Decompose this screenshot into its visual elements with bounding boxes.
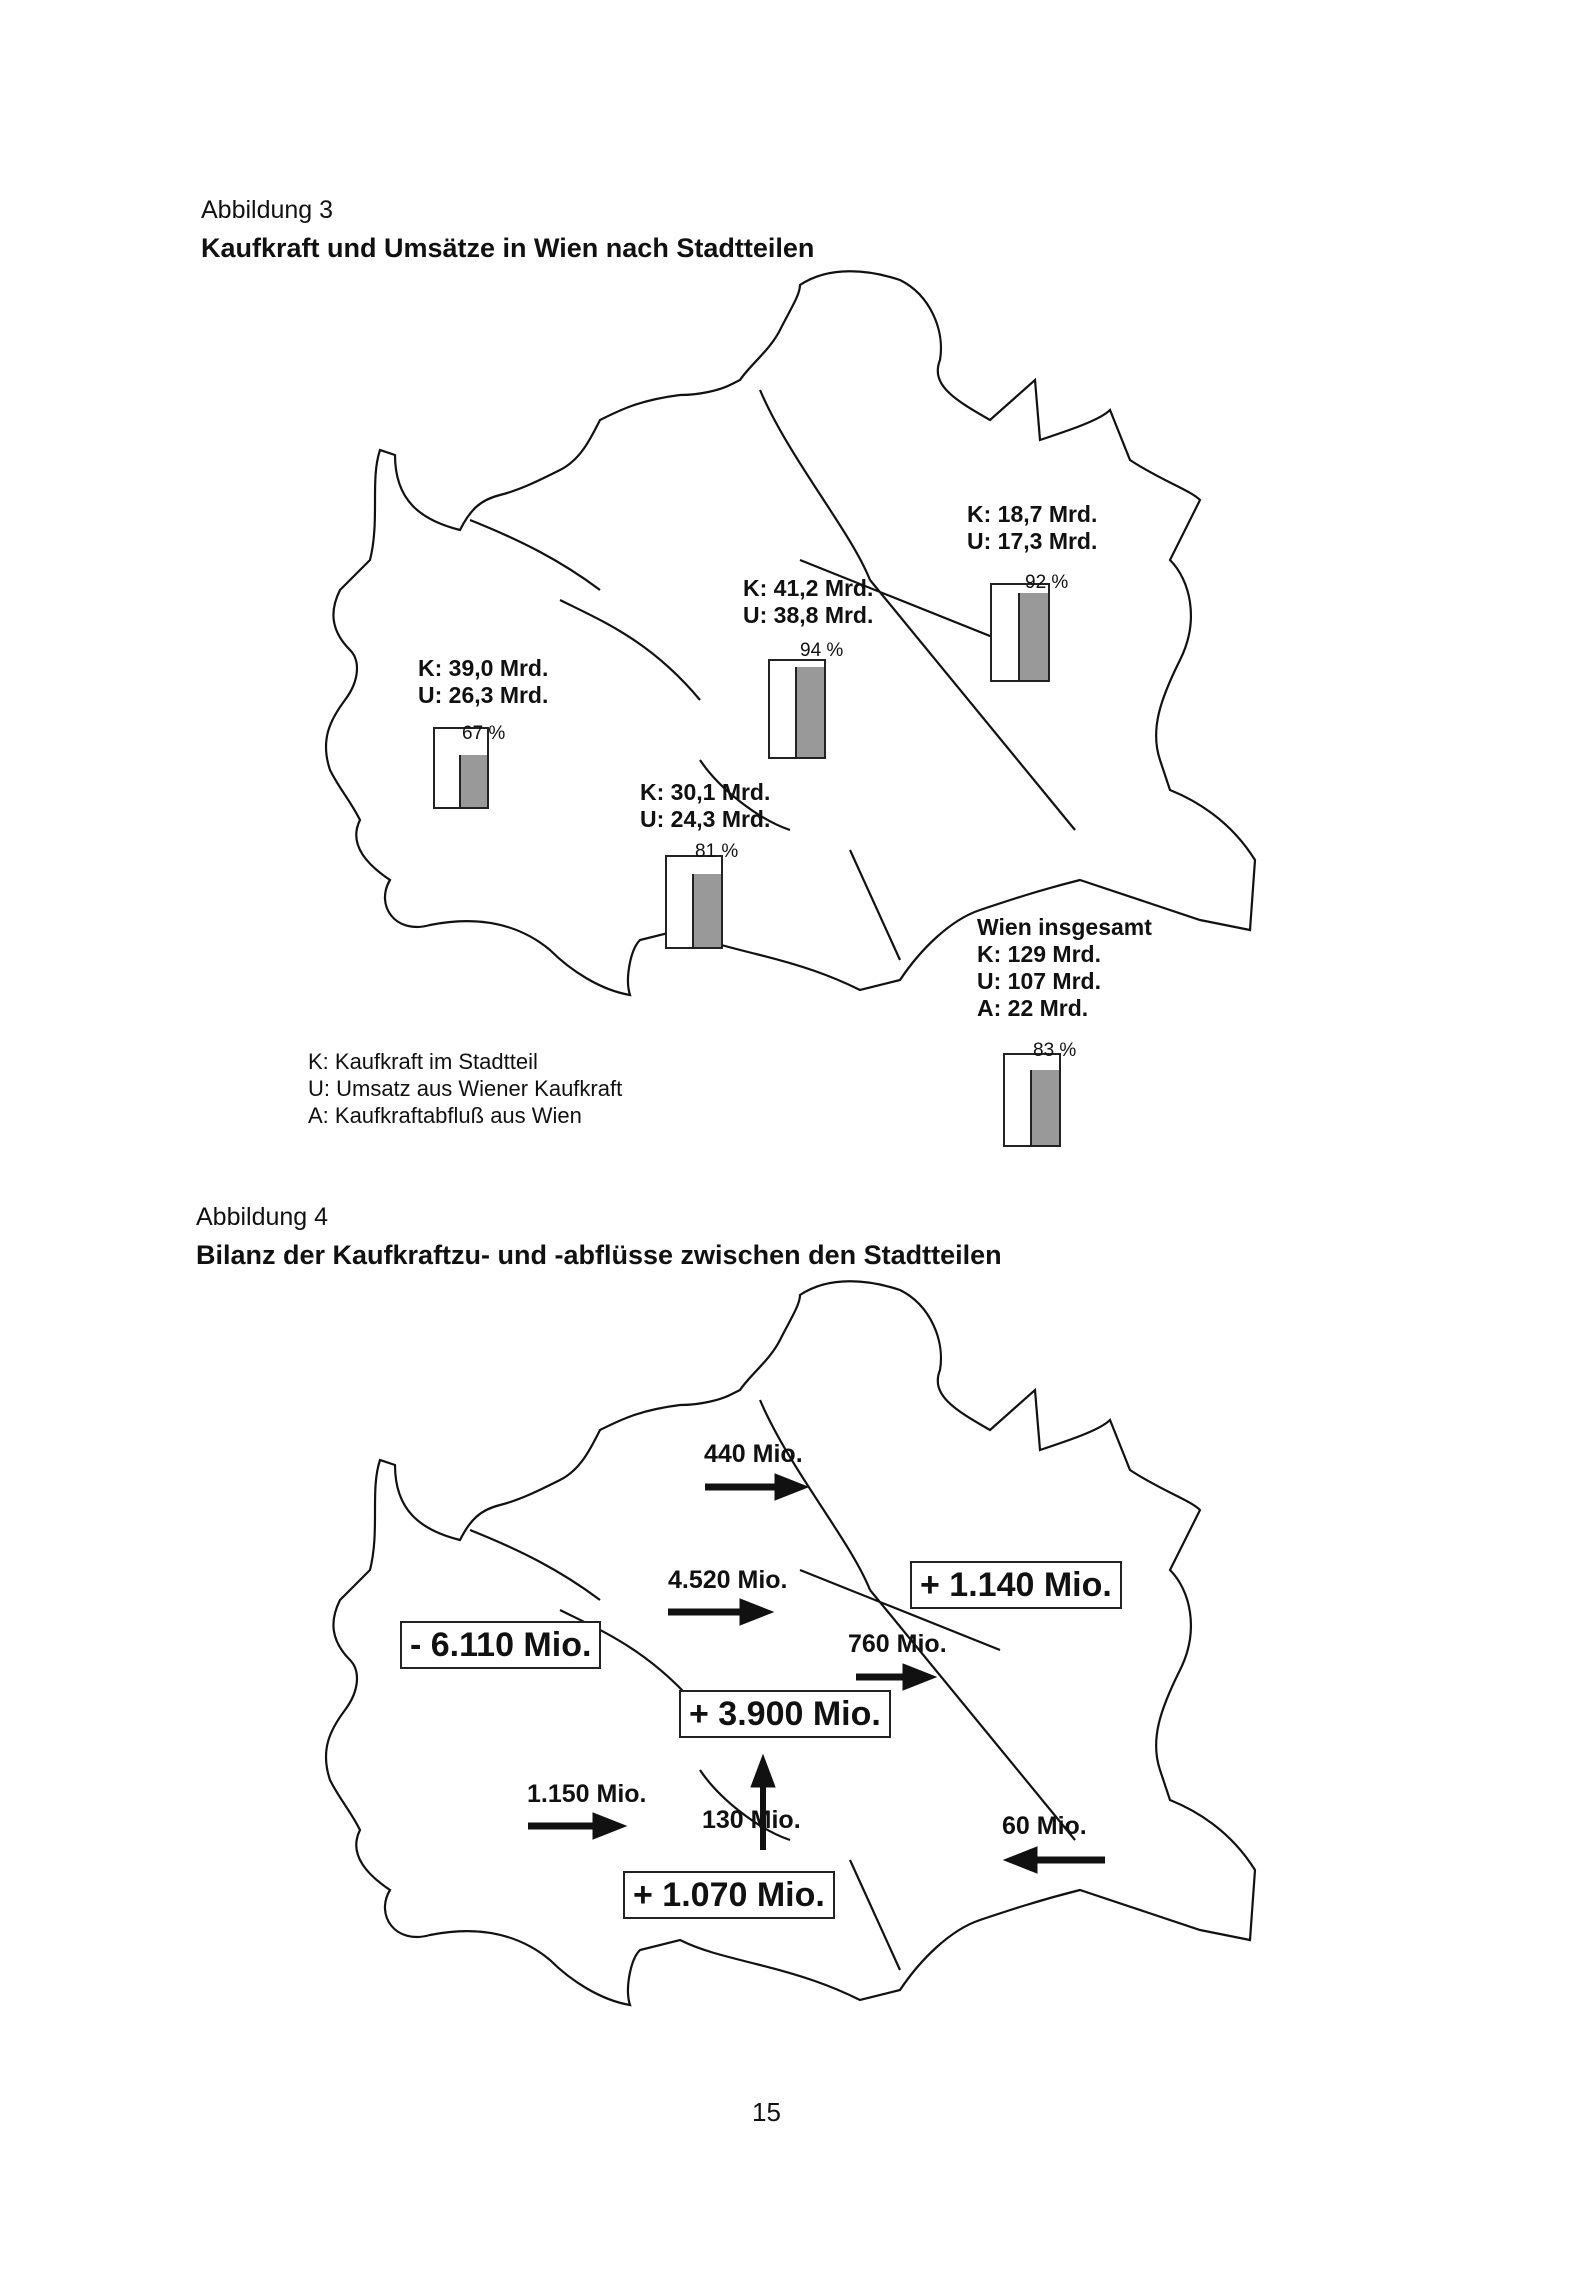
arrow-west-to-south [528,1813,626,1839]
ratio-bar-south [665,855,723,949]
total-label [977,914,1152,1022]
ratio-fill-center [795,667,824,757]
fig3-city-outline [326,271,1255,995]
district-percent-west: 67 % [462,723,506,744]
total-u: U: 107 Mrd. [977,968,1101,994]
arrow-west-to-center [668,1599,773,1625]
page-number: 15 [752,2097,781,2127]
legend-item-a: A: Kaufkraftabfluß aus Wien [308,1103,582,1128]
district-u-south: U: 24,3 Mrd. [640,806,771,832]
total-k: K: 129 Mrd. [977,941,1101,967]
figure4-caption: Abbildung 4 [196,1203,329,1231]
total-heading: Wien insgesamt [977,914,1152,940]
ratio-bar-total [1003,1053,1061,1147]
flow-label-top: 440 Mio. [704,1440,803,1468]
flow-label-south-to-center: 130 Mio. [702,1806,801,1834]
flow-label-west-to-south: 1.150 Mio. [527,1780,647,1808]
arrow-south-to-center [751,1755,775,1850]
figure3-legend [308,1048,622,1129]
balance-box-northeast: + 1.140 Mio. [910,1561,1122,1609]
ratio-bar-northeast [990,583,1050,682]
arrow-top [705,1474,808,1500]
flow-label-east: 60 Mio. [1002,1812,1087,1840]
figure3-caption: Abbildung 3 [201,196,334,224]
district-label-center [743,575,873,629]
flow-label-center-to-northeast: 760 Mio. [848,1630,947,1658]
district-k-center: K: 41,2 Mrd. [743,575,874,601]
district-percent-northeast: 92 % [1025,572,1069,593]
district-u-northeast: U: 17,3 Mrd. [967,528,1098,554]
figure3-title: Kaufkraft und Umsätze in Wien nach Stadtteilen [201,233,815,263]
balance-box-west: - 6.110 Mio. [400,1621,601,1669]
figure4-title: Bilanz der Kaufkraftzu- und -abflüsse zwischen den Stadtteilen [196,1240,1002,1270]
ratio-fill-west [459,755,487,807]
ratio-fill-total [1030,1070,1059,1145]
district-label-south [640,779,770,833]
district-percent-center: 94 % [800,640,844,661]
district-k-northeast: K: 18,7 Mrd. [967,501,1098,527]
balance-box-south: + 1.070 Mio. [623,1871,835,1919]
arrow-center-to-northeast [856,1664,936,1690]
balance-box-center: + 3.900 Mio. [679,1690,891,1738]
total-percent: 83 % [1033,1040,1077,1061]
flow-label-west-to-center: 4.520 Mio. [668,1566,788,1594]
district-percent-south: 81 % [695,841,739,862]
ratio-fill-northeast [1018,593,1048,680]
district-u-west: U: 26,3 Mrd. [418,682,549,708]
legend-item-k: K: Kaufkraft im Stadtteil [308,1049,538,1074]
ratio-bar-center [768,659,826,759]
legend-item-u: U: Umsatz aus Wiener Kaufkraft [308,1076,623,1101]
district-label-northeast [967,501,1097,555]
district-label-west [418,655,548,709]
arrow-east [1004,1847,1105,1873]
ratio-fill-south [692,874,721,947]
total-a: A: 22 Mrd. [977,995,1089,1021]
district-u-center: U: 38,8 Mrd. [743,602,874,628]
district-k-west: K: 39,0 Mrd. [418,655,549,681]
district-k-south: K: 30,1 Mrd. [640,779,771,805]
